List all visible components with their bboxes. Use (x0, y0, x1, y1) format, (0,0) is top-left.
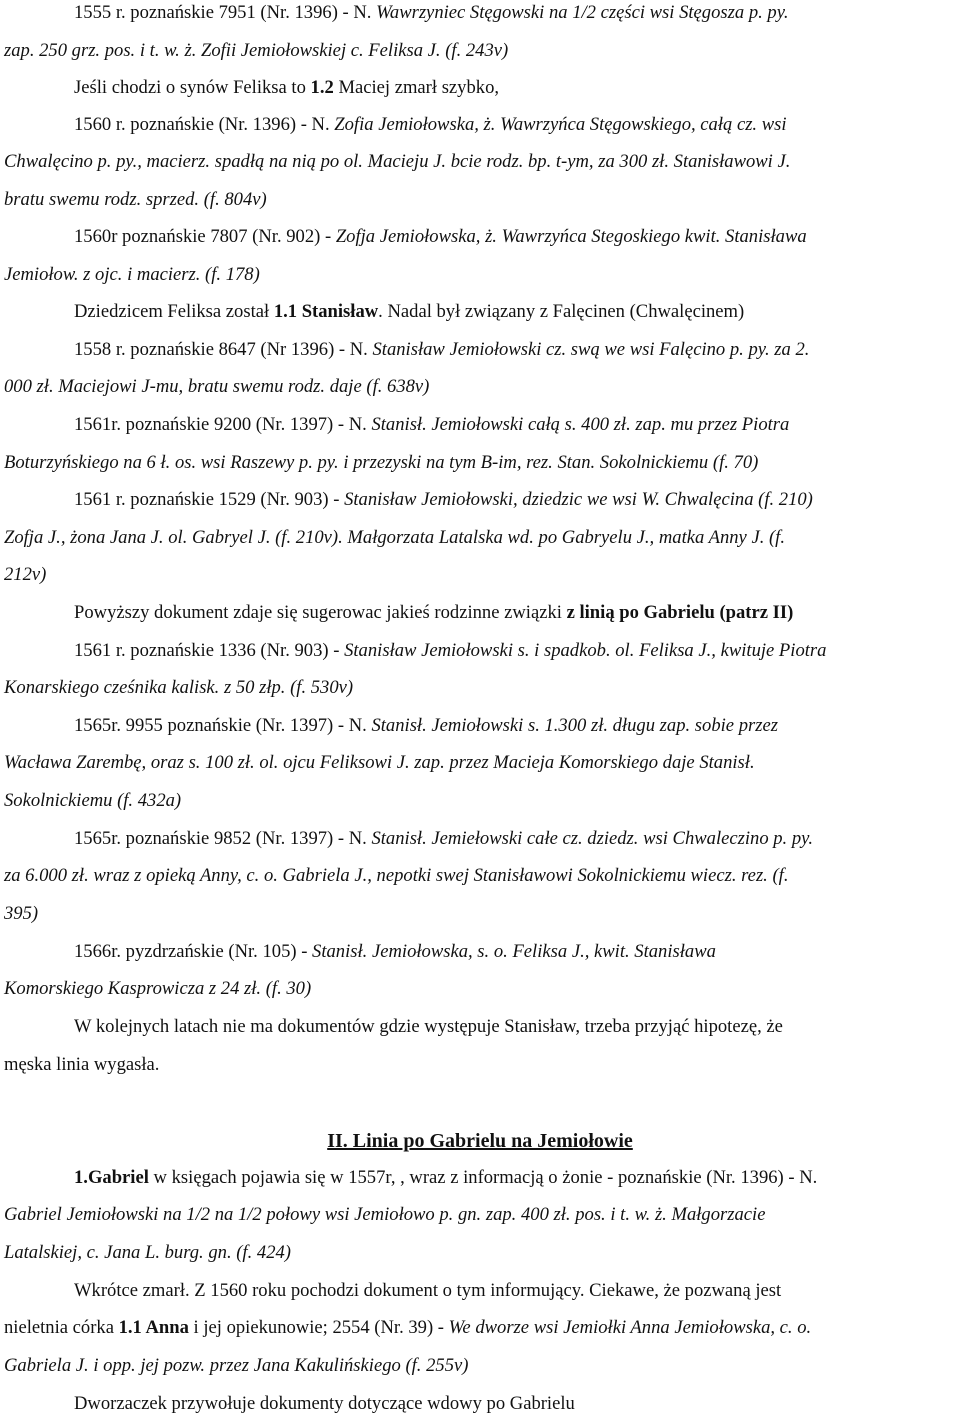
text-line (74, 1280, 954, 1302)
text-segment: w księgach pojawia się w 1557r, , wraz z informacją o żonie - poznańskie (Nr. 1396) - N. (148, 1167, 818, 1188)
text-segment: 1566r. pyzdrzańskie (Nr. 105) - (74, 941, 313, 962)
text-segment: Jeśli chodzi o synów Feliksa to (74, 77, 311, 98)
text-line (74, 941, 954, 963)
text-line (4, 376, 954, 398)
text-line (74, 1016, 954, 1038)
italic-text: Stanisł. Jemiołowska, s. o. Feliksa J., kwit. Stanisława (312, 941, 716, 962)
text-segment: . Nadal był związany z Falęcinen (Chwalęcinem) (378, 301, 745, 322)
italic-text: zap. 250 grz. pos. i t. w. ż. Zofii Jemiołowskiej c. Feliksa J. (f. 243v) (4, 40, 509, 61)
italic-text: Zofja Jemiołowska, ż. Wawrzyńca Stegoskiego kwit. Stanisława (335, 226, 807, 247)
text-segment: 1565r. 9955 poznańskie (Nr. 1397) - N. (74, 715, 372, 736)
text-line (4, 1317, 954, 1339)
bold-text: z linią po Gabrielu (patrz II) (566, 602, 794, 623)
text-segment: męska linia wygasła. (4, 1054, 160, 1075)
text-segment: 1555 r. poznańskie 7951 (Nr. 1396) - N. (74, 2, 377, 23)
text-line (4, 40, 954, 62)
text-segment: 1558 r. poznańskie 8647 (Nr 1396) - N. (74, 339, 373, 360)
italic-text: Konarskiego cześnika kalisk. z 50 złp. (f. 530v) (4, 677, 354, 698)
italic-text: Stanisł. Jemiełowski całe cz. dziedz. wsi Chwaleczino p. py. (371, 828, 814, 849)
text-line (4, 903, 954, 925)
text-segment: 1561r. poznańskie 9200 (Nr. 1397) - N. (74, 414, 372, 435)
text-line (74, 414, 954, 436)
text-segment: i jej opiekunowie; 2554 (Nr. 39) - (188, 1317, 449, 1338)
text-segment: Powyższy dokument zdaje się sugerowac jakieś rodzinne związki (74, 602, 567, 623)
italic-text: bratu swemu rodz. sprzed. (f. 804v) (4, 189, 267, 210)
text-line (4, 1355, 954, 1377)
italic-text: Sokolnickiemu (f. 432a) (4, 790, 182, 811)
text-line (74, 77, 954, 99)
text-line (4, 151, 954, 173)
text-segment: Maciej zmarł szybko, (333, 77, 500, 98)
text-line (4, 452, 954, 474)
text-line (74, 640, 954, 662)
text-segment: 1565r. poznańskie 9852 (Nr. 1397) - N. (74, 828, 372, 849)
text-line (4, 752, 954, 774)
section-heading: II. Linia po Gabrielu na Jemiołowie (327, 1130, 633, 1152)
text-line (74, 602, 954, 624)
text-line (74, 114, 954, 136)
text-segment: 1560r poznańskie 7807 (Nr. 902) - (74, 226, 336, 247)
italic-text: Stanisław Jemiołowski s. i spadkob. ol. Feliksa J., kwituje Piotra (344, 640, 827, 661)
text-line (4, 1204, 954, 1226)
italic-text: Chwalęcino p. py., macierz. spadłą na nią po ol. Macieju J. bcie rodz. bp. t-ym, za 300 zł. Stanisławowi J. (4, 151, 791, 172)
text-line (4, 677, 954, 699)
text-line (4, 189, 954, 211)
italic-text: Zofia Jemiołowska, ż. Wawrzyńca Stęgowskiego, całą cz. wsi (334, 114, 787, 135)
bold-text: 1.1 Anna (118, 1317, 189, 1338)
italic-text: za 6.000 zł. wraz z opieką Anny, c. o. Gabriela J., nepotki swej Stanisławowi Sokolnickiemu wiecz. rez. (f. (4, 865, 789, 886)
text-segment: W kolejnych latach nie ma dokumentów gdzie występuje Stanisław, trzeba przyjąć hipotezę, że (74, 1016, 783, 1037)
italic-text: Boturzyńskiego na 6 ł. os. wsi Raszewy p. py. i przezyski na tym B-im, rez. Stan. Sokolnickiemu (f. 70) (4, 452, 759, 473)
italic-text: Stanisł. Jemiołowski s. 1.300 zł. długu zap. sobie przez (371, 715, 778, 736)
italic-text: Gabriela J. i opp. jej pozw. przez Jana Kakulińskiego (f. 255v) (4, 1355, 469, 1376)
bold-text: 1.Gabriel (74, 1167, 149, 1188)
text-line (74, 828, 954, 850)
italic-text: Stanisław Jemiołowski cz. swą we wsi Falęcino p. py. za 2. (372, 339, 810, 360)
bold-text: 1.1 Stanisław (273, 301, 379, 322)
text-line (74, 1167, 954, 1189)
text-line (4, 527, 954, 549)
text-segment: Dziedzicem Feliksa został (74, 301, 274, 322)
italic-text: 000 zł. Maciejowi J-mu, bratu swemu rodz. daje (f. 638v) (4, 376, 430, 397)
text-line (4, 264, 954, 286)
text-segment: Dworzaczek przywołuje dokumenty dotyczące wdowy po Gabrielu (74, 1393, 575, 1414)
italic-text: Stanisław Jemiołowski, dziedzic we wsi W. Chwalęcina (f. 210) (344, 489, 813, 510)
italic-text: Komorskiego Kasprowicza z 24 zł. (f. 30) (4, 978, 312, 999)
text-segment: 1560 r. poznańskie (Nr. 1396) - N. (74, 114, 335, 135)
italic-text: Wawrzyniec Stęgowski na 1/2 części wsi Stęgosza p. py. (376, 2, 789, 23)
italic-text: Jemiołow. z ojc. i macierz. (f. 178) (4, 264, 260, 285)
text-line (74, 1393, 954, 1415)
text-line (4, 1054, 954, 1076)
text-line (74, 2, 954, 24)
italic-text: Zofja J., żona Jana J. ol. Gabryel J. (f. 210v). Małgorzata Latalska wd. po Gabryelu J., matka Anny J. (f. (4, 527, 786, 548)
text-line (4, 865, 954, 887)
bold-text: 1.2 (310, 77, 334, 98)
text-segment: nieletnia córka (4, 1317, 119, 1338)
text-line (74, 489, 954, 511)
text-line (4, 1242, 954, 1264)
italic-text: Stanisł. Jemiołowski całą s. 400 zł. zap. mu przez Piotra (371, 414, 790, 435)
text-segment: 1561 r. poznańskie 1529 (Nr. 903) - (74, 489, 345, 510)
text-line (4, 978, 954, 1000)
italic-text: Wacława Zarembę, oraz s. 100 zł. ol. ojcu Feliksowi J. zap. przez Macieja Komorskiego daje Stanisł. (4, 752, 755, 773)
text-line (74, 715, 954, 737)
text-line (4, 564, 954, 586)
italic-text: 395) (4, 903, 39, 924)
text-segment: Wkrótce zmarł. Z 1560 roku pochodzi dokument o tym informujący. Ciekawe, że pozwaną jest (74, 1280, 782, 1301)
italic-text: Gabriel Jemiołowski na 1/2 na 1/2 połowy wsi Jemiołowo p. gn. zap. 400 zł. pos. i t. w. ż. Małgorzacie (4, 1204, 766, 1225)
italic-text: We dworze wsi Jemiołki Anna Jemiołowska, c. o. (448, 1317, 812, 1338)
text-line (4, 790, 954, 812)
text-segment: 1561 r. poznańskie 1336 (Nr. 903) - (74, 640, 345, 661)
text-line (74, 301, 954, 323)
text-line (74, 339, 954, 361)
italic-text: Latalskiej, c. Jana L. burg. gn. (f. 424) (4, 1242, 291, 1263)
italic-text: 212v) (4, 564, 47, 585)
text-line (74, 226, 954, 248)
